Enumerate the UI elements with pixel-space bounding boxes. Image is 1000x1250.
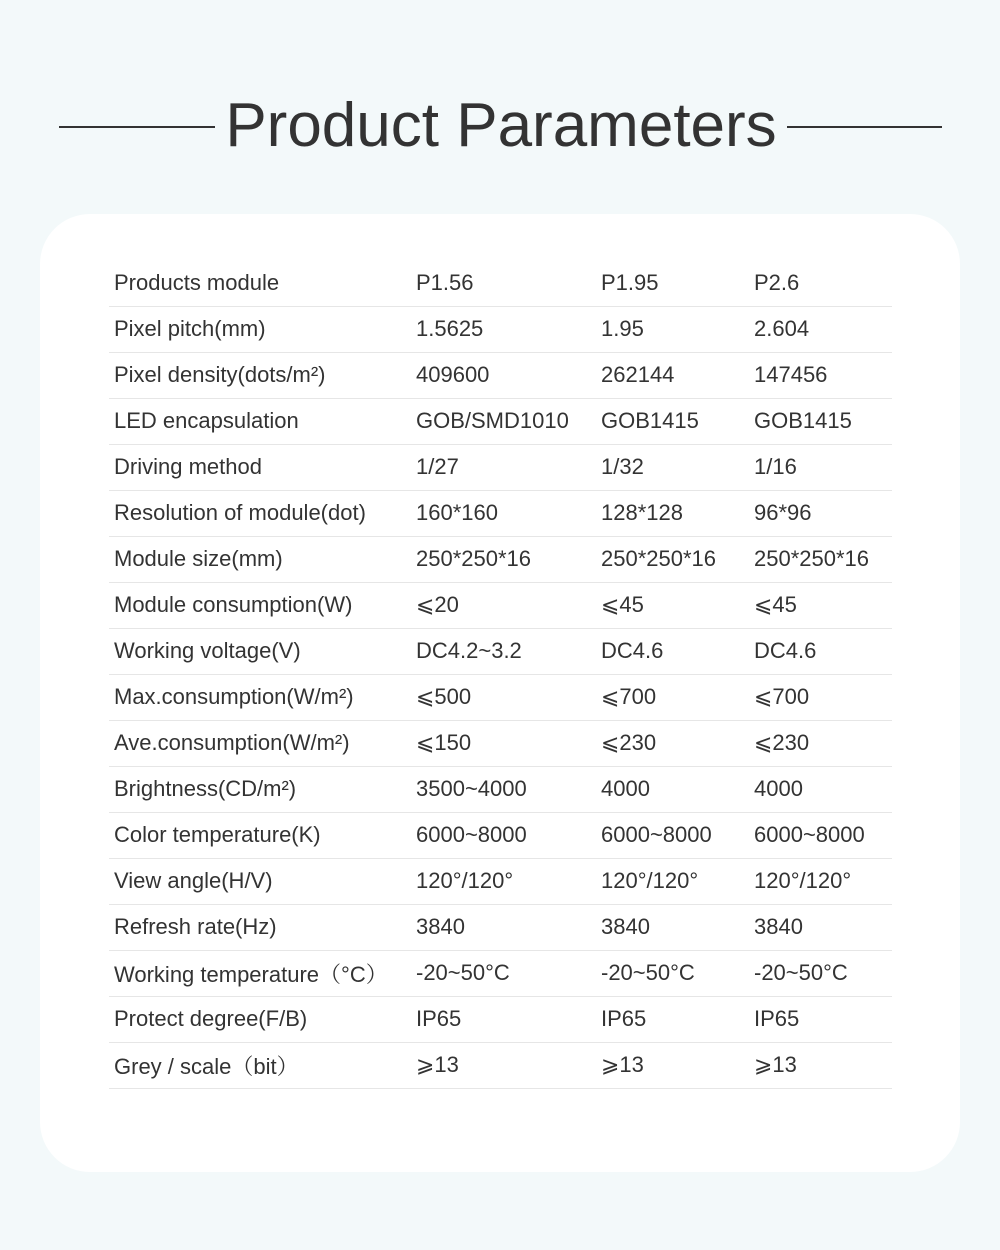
p156-value-cell: ⩽20 — [411, 582, 596, 628]
parameter-label-cell: Products module — [109, 260, 411, 306]
table-row — [109, 536, 892, 582]
p195-value-cell: 250*250*16 — [596, 536, 749, 582]
table-row — [109, 950, 892, 996]
table-row — [109, 306, 892, 352]
parameter-label-cell: Grey / scale（bit） — [109, 1042, 411, 1088]
p195-value-cell: 1/32 — [596, 444, 749, 490]
parameter-label-cell: Driving method — [109, 444, 411, 490]
table-row — [109, 766, 892, 812]
p156-value-cell: 3840 — [411, 904, 596, 950]
table-row — [109, 260, 892, 306]
parameter-label-cell: LED encapsulation — [109, 398, 411, 444]
p195-value-cell: 262144 — [596, 352, 749, 398]
p195-value-cell: DC4.6 — [596, 628, 749, 674]
table-row — [109, 674, 892, 720]
p195-value-cell: ⩾13 — [596, 1042, 749, 1088]
p156-value-cell: 120°/120° — [411, 858, 596, 904]
p156-value-cell: -20~50°C — [411, 950, 596, 996]
page-title: Product Parameters — [225, 91, 777, 160]
p156-value-cell: 250*250*16 — [411, 536, 596, 582]
p26-value-cell: 2.604 — [749, 306, 892, 352]
parameter-label-cell: Resolution of module(dot) — [109, 490, 411, 536]
table-row — [109, 398, 892, 444]
table-row — [109, 628, 892, 674]
p156-value-cell: 160*160 — [411, 490, 596, 536]
parameter-label-cell: Module size(mm) — [109, 536, 411, 582]
parameter-label-cell: Working temperature（°C） — [109, 950, 411, 996]
p195-value-cell: GOB1415 — [596, 398, 749, 444]
p26-value-cell: 6000~8000 — [749, 812, 892, 858]
p195-value-cell: ⩽230 — [596, 720, 749, 766]
p156-value-cell: 1/27 — [411, 444, 596, 490]
p26-value-cell: P2.6 — [749, 260, 892, 306]
p26-value-cell: IP65 — [749, 996, 892, 1042]
p26-value-cell: ⩽700 — [749, 674, 892, 720]
p156-value-cell: ⩽150 — [411, 720, 596, 766]
p195-value-cell: 120°/120° — [596, 858, 749, 904]
p195-value-cell: IP65 — [596, 996, 749, 1042]
page-header — [0, 88, 1000, 168]
parameter-label-cell: Color temperature(K) — [109, 812, 411, 858]
parameter-label-cell: Module consumption(W) — [109, 582, 411, 628]
p156-value-cell: 409600 — [411, 352, 596, 398]
table-row — [109, 812, 892, 858]
table-row — [109, 904, 892, 950]
p26-value-cell: ⩽230 — [749, 720, 892, 766]
title-divider-left — [59, 126, 215, 128]
p26-value-cell: 1/16 — [749, 444, 892, 490]
p26-value-cell: 147456 — [749, 352, 892, 398]
table-row — [109, 720, 892, 766]
parameter-label-cell: Pixel pitch(mm) — [109, 306, 411, 352]
p156-value-cell: GOB/SMD1010 — [411, 398, 596, 444]
parameters-table — [109, 260, 892, 1089]
p195-value-cell: 128*128 — [596, 490, 749, 536]
p26-value-cell: DC4.6 — [749, 628, 892, 674]
p26-value-cell: 250*250*16 — [749, 536, 892, 582]
parameter-label-cell: Ave.consumption(W/m²) — [109, 720, 411, 766]
p26-value-cell: 120°/120° — [749, 858, 892, 904]
p156-value-cell: IP65 — [411, 996, 596, 1042]
p26-value-cell: -20~50°C — [749, 950, 892, 996]
p26-value-cell: GOB1415 — [749, 398, 892, 444]
title-divider-right — [787, 126, 942, 128]
p195-value-cell: 6000~8000 — [596, 812, 749, 858]
p195-value-cell: ⩽700 — [596, 674, 749, 720]
table-row — [109, 858, 892, 904]
p26-value-cell: 3840 — [749, 904, 892, 950]
table-row — [109, 996, 892, 1042]
p156-value-cell: 1.5625 — [411, 306, 596, 352]
parameters-card — [40, 214, 960, 1172]
parameter-label-cell: View angle(H/V) — [109, 858, 411, 904]
table-row — [109, 490, 892, 536]
parameter-label-cell: Refresh rate(Hz) — [109, 904, 411, 950]
p156-value-cell: 6000~8000 — [411, 812, 596, 858]
p26-value-cell: ⩾13 — [749, 1042, 892, 1088]
p156-value-cell: DC4.2~3.2 — [411, 628, 596, 674]
p156-value-cell: 3500~4000 — [411, 766, 596, 812]
p195-value-cell: ⩽45 — [596, 582, 749, 628]
p26-value-cell: ⩽45 — [749, 582, 892, 628]
p195-value-cell: 3840 — [596, 904, 749, 950]
parameters-table-body — [109, 260, 892, 1088]
p156-value-cell: P1.56 — [411, 260, 596, 306]
p26-value-cell: 96*96 — [749, 490, 892, 536]
table-row — [109, 444, 892, 490]
table-row — [109, 1042, 892, 1088]
table-row — [109, 352, 892, 398]
p195-value-cell: -20~50°C — [596, 950, 749, 996]
parameter-label-cell: Pixel density(dots/m²) — [109, 352, 411, 398]
p156-value-cell: ⩾13 — [411, 1042, 596, 1088]
parameter-label-cell: Brightness(CD/m²) — [109, 766, 411, 812]
p156-value-cell: ⩽500 — [411, 674, 596, 720]
p195-value-cell: 4000 — [596, 766, 749, 812]
parameter-label-cell: Working voltage(V) — [109, 628, 411, 674]
p26-value-cell: 4000 — [749, 766, 892, 812]
table-row — [109, 582, 892, 628]
p195-value-cell: 1.95 — [596, 306, 749, 352]
p195-value-cell: P1.95 — [596, 260, 749, 306]
parameter-label-cell: Protect degree(F/B) — [109, 996, 411, 1042]
parameter-label-cell: Max.consumption(W/m²) — [109, 674, 411, 720]
